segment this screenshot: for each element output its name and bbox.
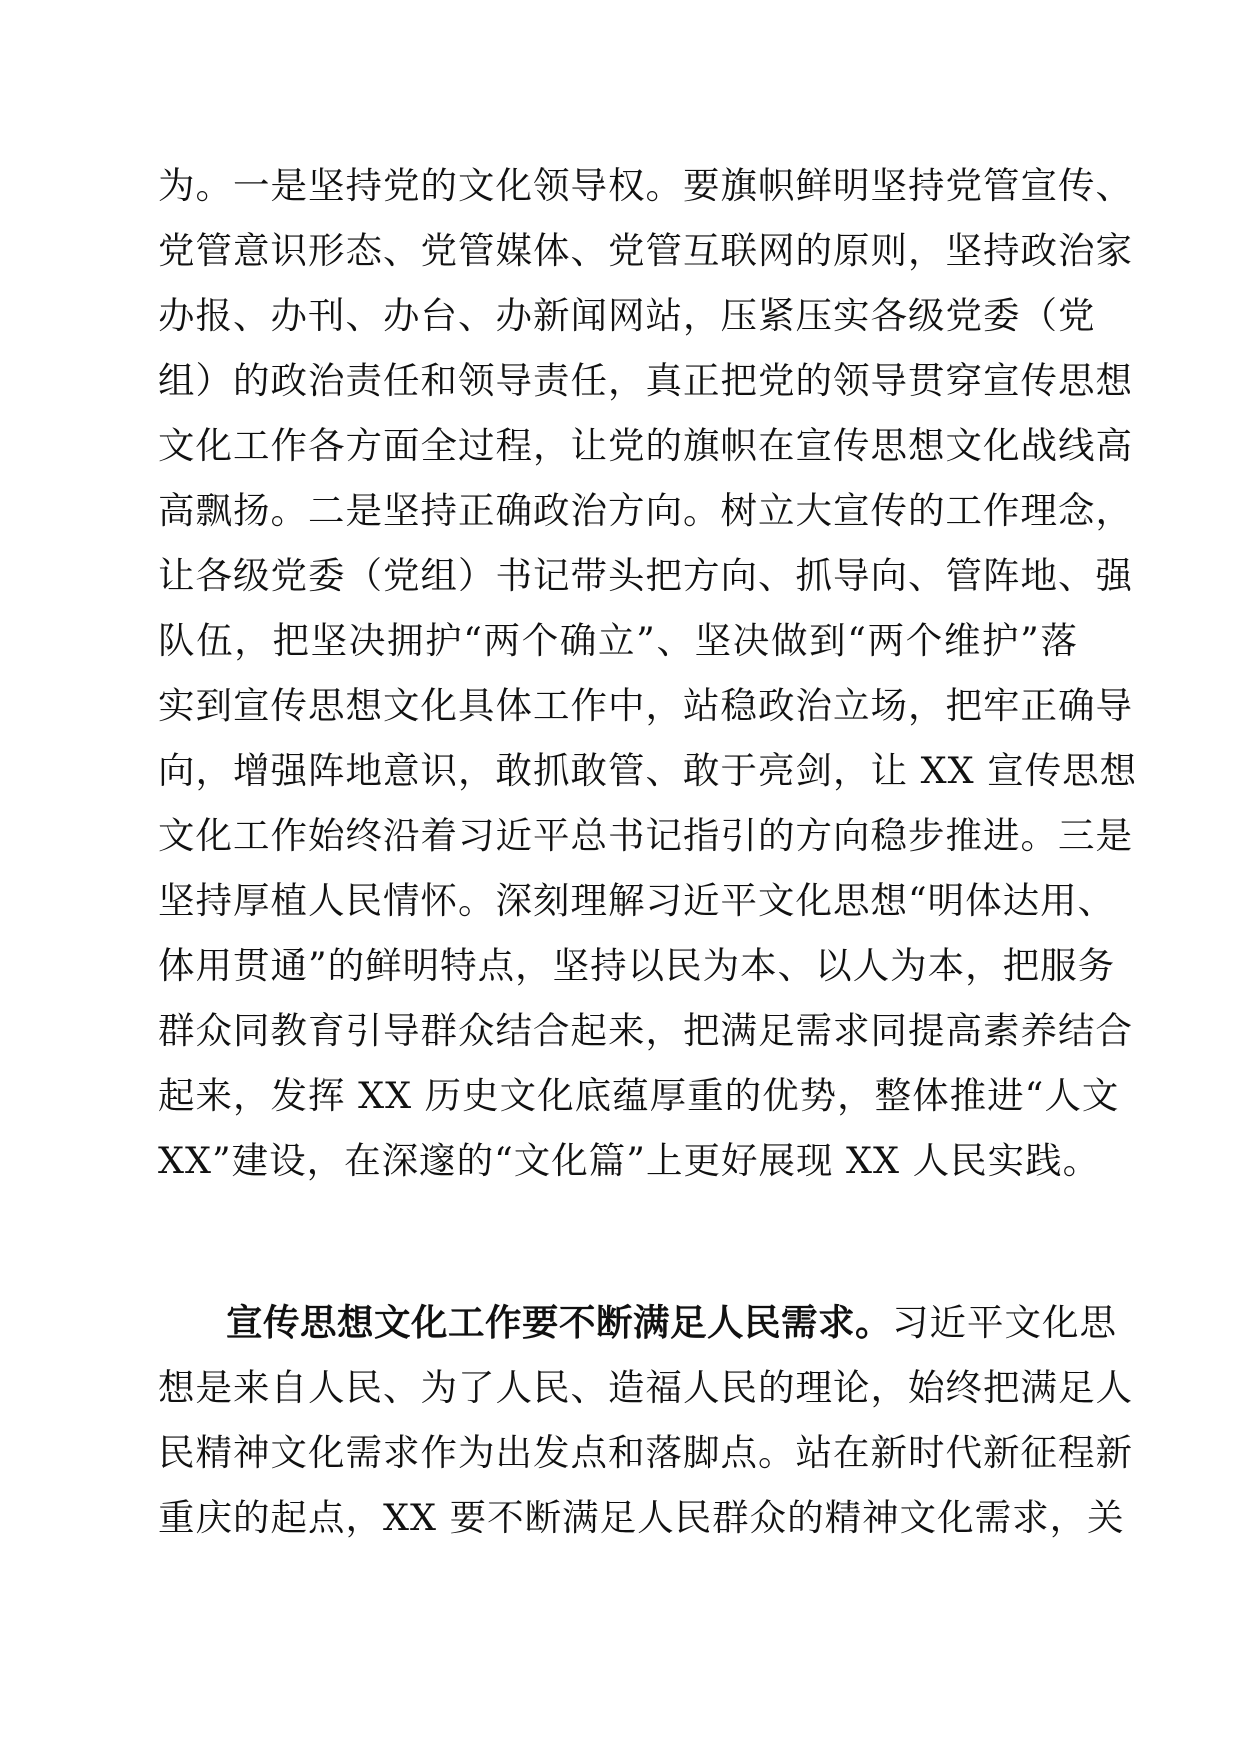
body-paragraph-2 [158,1290,1133,1550]
text-line: 办报、办刊、办台、办新闻网站，压紧压实各级党委（党 [158,294,1096,337]
text-line: 组）的政治责任和领导责任，真正把党的领导贯穿宣传思想 [158,359,1133,402]
text-line: 体用贯通”的鲜明特点，坚持以民为本、以人为本，把服务 [158,944,1116,987]
text-line: 党管意识形态、党管媒体、党管互联网的原则，坚持政治家 [158,229,1133,272]
text-line: 队伍，把坚决拥护“两个确立”、坚决做到“两个维护”落 [158,619,1078,662]
text-line: 向，增强阵地意识，敢抓敢管、敢于亮剑，让 XX 宣传思想 [158,749,1138,792]
text-line: 起来，发挥 XX 历史文化底蕴厚重的优势，整体推进“人文 [158,1074,1120,1117]
text-line: 坚持厚植人民情怀。深刻理解习近平文化思想“明体达用、 [158,879,1116,922]
text-line: 文化工作始终沿着习近平总书记指引的方向稳步推进。三是 [158,814,1133,857]
text-line: 让各级党委（党组）书记带头把方向、抓导向、管阵地、强 [158,554,1133,597]
text-line: XX”建设，在深邃的“文化篇”上更好展现 XX 人民实践。 [158,1139,1101,1182]
text-line: 文化工作各方面全过程，让党的旗帜在宣传思想文化战线高 [158,424,1133,467]
paragraph-first-line [158,1290,1117,1355]
text-line: 群众同教育引导群众结合起来，把满足需求同提高素养结合 [158,1009,1133,1052]
text-line: 为。一是坚持党的文化领导权。要旗帜鲜明坚持党管宣传、 [158,164,1133,207]
text-line: 重庆的起点，XX 要不断满足人民群众的精神文化需求，关 [158,1496,1125,1539]
first-line-text: 习近平文化思 [892,1301,1117,1344]
text-line: 民精神文化需求作为出发点和落脚点。站在新时代新征程新 [158,1431,1133,1474]
text-line: 高飘扬。二是坚持正确政治方向。树立大宣传的工作理念， [158,489,1133,532]
text-line: 想是来自人民、为了人民、造福人民的理论，始终把满足人 [158,1366,1133,1409]
body-paragraph-1 [158,153,1138,1193]
section-lead-heading: 宣传思想文化工作要不断满足人民需求。 [226,1301,892,1344]
text-line: 实到宣传思想文化具体工作中，站稳政治立场，把牢正确导 [158,684,1133,727]
